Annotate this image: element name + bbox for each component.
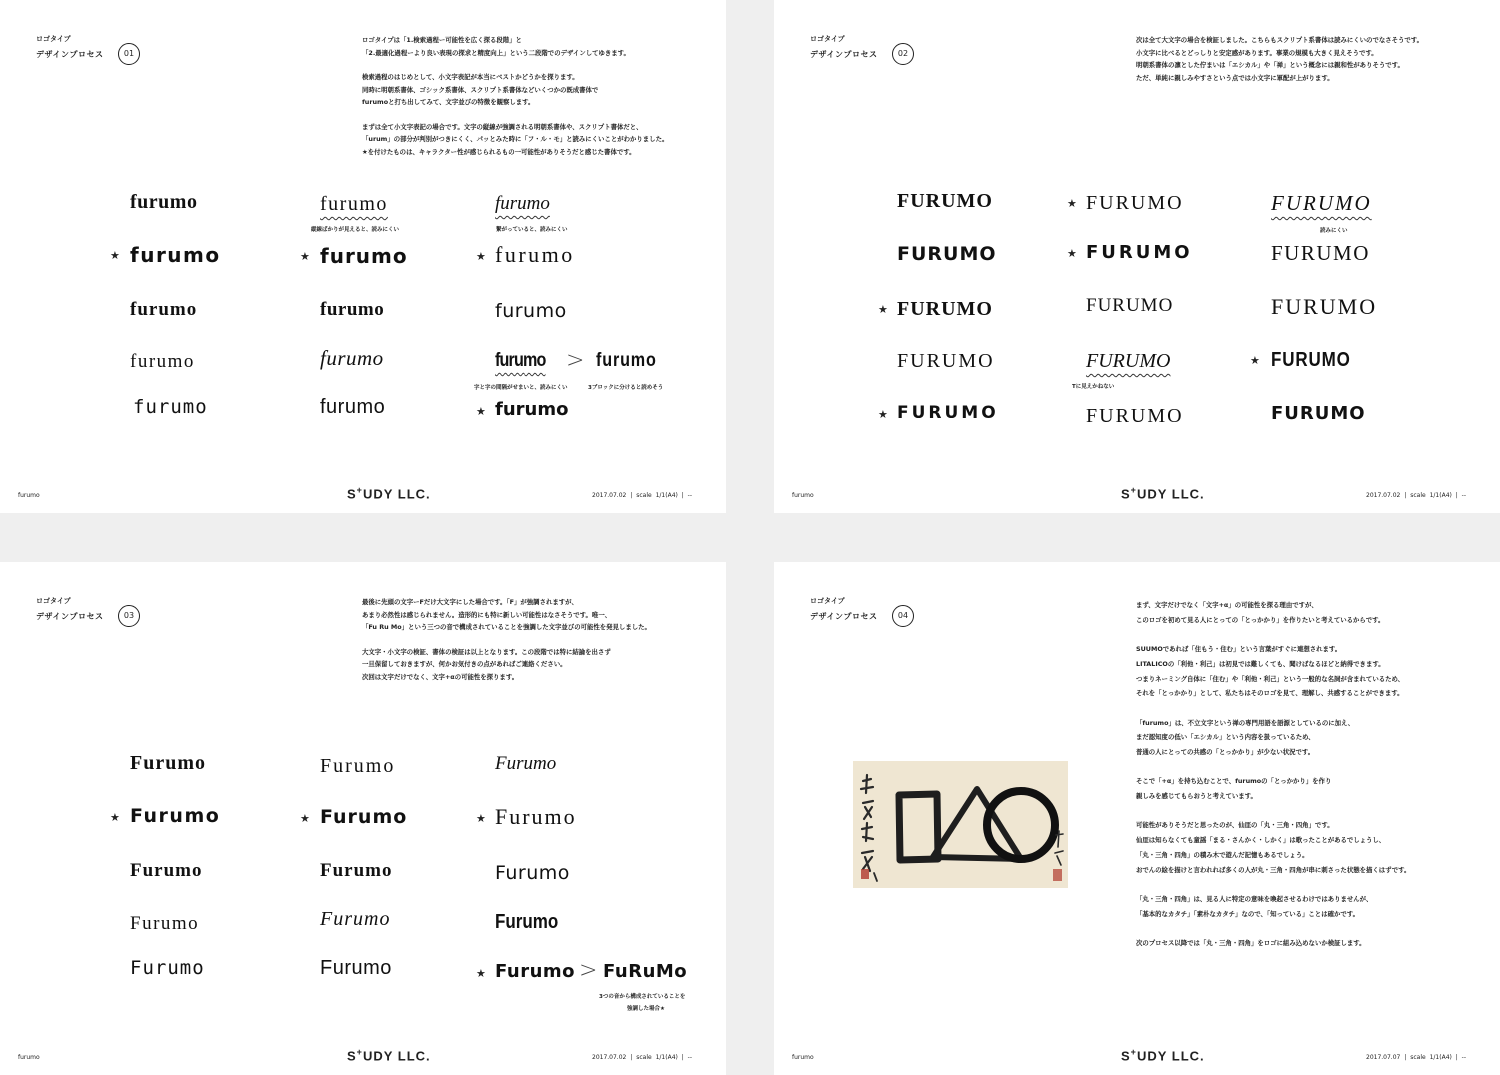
logo-sample: Furumo xyxy=(320,908,391,930)
page-number-badge: 04 xyxy=(892,605,914,627)
annotation: 繋がっていると、読みにくい xyxy=(496,227,568,233)
logo-sample: FuRuMo xyxy=(603,961,688,982)
section-label: ロゴタイプ xyxy=(810,597,845,605)
logo-sample: furumo xyxy=(495,300,567,322)
logo-sample: furumo xyxy=(495,242,575,267)
logo-sample: Furumo xyxy=(495,911,559,933)
logo-sample: FURUMO xyxy=(1086,350,1171,372)
star-icon: ★ xyxy=(476,812,486,825)
logo-sample: Furumo xyxy=(320,755,396,777)
paragraph: 検索過程のはじめとして、小文字表記が本当にベストかどうかを探ります。 同時に明朝系書体、ゴシック系書体、スクリプト系書体などいくつかの既成書体で furumoと打ち出してみて、文字並びの特徴を観察します。 xyxy=(362,73,599,106)
logo-sample: furumo xyxy=(130,243,221,267)
star-icon: ★ xyxy=(476,967,486,980)
paragraph: 最後に先頭の文字ーFだけ大文字にした場合です。「F」が強調されますが、 あまり必然性は感じられません。造形的にも特に新しい可能性はなさそうです。唯一、 「Fu Ru Mo」という三つの音で構成されていることを強調した文字並びの可能性を発見しました。 xyxy=(362,598,651,631)
section-label: ロゴタイプ xyxy=(36,597,71,605)
logo-sample: Furumo xyxy=(130,913,200,934)
footer-meta: 2017.07.02 | scale 1/1(A4) | -- xyxy=(1366,492,1467,499)
page-03 xyxy=(0,562,726,1075)
paragraph: そこで「+α」を持ち込むことで、furumoの「とっかかり」を作り 親しみを感じてもらおうと考えています。 xyxy=(1136,777,1332,801)
footer-meta: 2017.07.02 | scale 1/1(A4) | -- xyxy=(592,1054,693,1061)
page-number-badge: 02 xyxy=(892,43,914,65)
logo-sample: FURUMO xyxy=(1086,242,1193,263)
logo-sample: FURUMO xyxy=(1271,294,1378,319)
logo-sample: FURUMO xyxy=(897,190,993,212)
logo-sample: furumo xyxy=(320,346,384,370)
logo-sample: Furumo xyxy=(495,753,557,774)
section-label: ロゴタイプ xyxy=(810,35,845,43)
page-01 xyxy=(0,0,726,513)
page-number-badge: 01 xyxy=(118,43,140,65)
logo-sample: FURUMO xyxy=(1271,191,1372,215)
page-title: デザインプロセス xyxy=(36,50,104,59)
star-icon: ★ xyxy=(476,405,486,418)
logo-sample: furumo xyxy=(495,399,569,420)
page-title: デザインプロセス xyxy=(36,612,104,621)
company-logo: S+UDY LLC. xyxy=(347,485,431,502)
paragraph: 可能性がありそうだと思ったのが、仙厓の「丸・三角・四角」です。 仙厓は知らなくても童謡「まる・さんかく・しかく」は歌ったことがあるでしょうし、 「丸・三角・四角」の積み木で遊んだ記憶もあるでしょう。 おでんの絵を描けと言われれば多くの人が丸・三角・四角が串に刺さった状態を描くはずです。 xyxy=(1136,821,1411,874)
logo-sample: FURUMO xyxy=(1086,405,1184,427)
logo-sample: Furumo xyxy=(495,804,577,829)
logo-sample: Furumo xyxy=(495,961,576,982)
footer-brand: furumo xyxy=(18,492,40,499)
logo-sample: furumo xyxy=(495,193,550,214)
logo-sample: furumo xyxy=(596,350,657,371)
company-logo: S+UDY LLC. xyxy=(1121,1047,1205,1064)
company-logo: S+UDY LLC. xyxy=(1121,485,1205,502)
arrow-icon: > xyxy=(579,958,598,983)
logo-sample: furumo xyxy=(320,244,408,268)
page-number-badge: 03 xyxy=(118,605,140,627)
logo-sample: FURUMO xyxy=(1086,192,1184,214)
paragraph: 「丸・三角・四角」は、見る人に特定の意味を喚起させるわけではありませんが、 「基本的なカタチ」「素朴なカタチ」なので、「知っている」ことは確かです。 xyxy=(1136,894,1373,918)
star-icon: ★ xyxy=(476,250,486,263)
logo-sample: Furumo xyxy=(495,862,570,884)
logo-sample: furumo xyxy=(320,299,385,320)
paragraph: 次は全て大文字の場合を検証しました。こちらもスクリプト系書体は読みにくいのでなさそうです。 小文字に比べるとどっしりと安定感があります。事業の規模も大きく見えそうです。 明朝系書体の凛とした佇まいは「エシカル」や「禅」という概念には親和性がありそうです。 ただ、単純に親しみやすさという点では小文字に軍配が上がります。 xyxy=(1136,36,1424,82)
footer-brand: furumo xyxy=(792,1054,814,1061)
logo-sample: Furumo xyxy=(130,957,205,979)
body-text xyxy=(1136,598,1486,965)
paragraph: ロゴタイプは「1.検索過程ー可能性を広く探る段階」と 「2.最適化過程ーより良い表現の探求と精度向上」という二段階でのデザインしてゆきます。 xyxy=(362,36,630,57)
footer-meta: 2017.07.02 | scale 1/1(A4) | -- xyxy=(592,492,693,499)
star-icon: ★ xyxy=(1067,247,1077,260)
intro-text xyxy=(362,34,707,170)
logo-sample: furumo xyxy=(320,193,388,215)
logo-sample: furumo xyxy=(130,351,195,372)
star-icon: ★ xyxy=(110,249,120,262)
logo-sample: furumo xyxy=(130,299,198,320)
paragraph: 「furumo」は、不立文字という禅の専門用語を語源としているのに加え、 まだ認知度の低い「エシカル」という内容を扱っているため、 普通の人にとっての共感の「とっかかり」が少ない状況です。 xyxy=(1136,718,1355,756)
sengai-circle-triangle-square-painting xyxy=(853,761,1068,888)
annotation: 3つの音から構成されていることを xyxy=(599,994,686,1000)
logo-sample: FURUMO xyxy=(1271,349,1351,371)
star-icon: ★ xyxy=(300,250,310,263)
annotation: 縦線ばかりが見えると、読みにくい xyxy=(311,227,400,233)
logo-sample: furumo xyxy=(320,396,386,418)
star-icon: ★ xyxy=(878,303,888,316)
page-04 xyxy=(774,562,1500,1075)
star-icon: ★ xyxy=(110,811,120,824)
annotation: 字と字の間隔がせまいと、読みにくい xyxy=(474,385,568,391)
star-icon: ★ xyxy=(878,408,888,421)
logo-sample: Furumo xyxy=(320,957,392,979)
section-label: ロゴタイプ xyxy=(36,35,71,43)
paragraph: まずは全て小文字表記の場合です。文字の縦線が強調される明朝系書体や、スクリプト書体だと、 「urum」の部分が判別がつきにくく、パッとみた時に「フ・ル・モ」と読みにくいことがわかりました。 ★を付けたものは、キャラクター性が感じられるもの一可能性がありそうだと感じた書体です。 xyxy=(362,122,669,156)
logo-sample: FURUMO xyxy=(897,403,999,423)
arrow-icon: > xyxy=(566,348,585,373)
annotation: 読みにくい xyxy=(1320,228,1348,234)
annotation: 強調した場合★ xyxy=(627,1006,665,1012)
page-title: デザインプロセス xyxy=(810,612,878,621)
annotation: Tに見えかねない xyxy=(1072,384,1115,390)
company-logo: S+UDY LLC. xyxy=(347,1047,431,1064)
star-icon: ★ xyxy=(300,812,310,825)
footer-brand: furumo xyxy=(792,492,814,499)
logo-sample: furumo xyxy=(495,350,546,371)
intro-text xyxy=(362,596,707,695)
logo-sample: FURUMO xyxy=(897,350,995,372)
logo-sample: FURUMO xyxy=(897,298,993,320)
logo-sample: furumo xyxy=(130,191,198,213)
logo-sample: furumo xyxy=(133,396,208,418)
logo-sample: Furumo xyxy=(130,860,203,881)
paragraph: 大文字・小文字の検証、書体の検証は以上となります。この段階では特に結論を出さず 一旦保留しておきますが、何かお気付きの点があればご連絡ください。 次回は文字だけでなく、文字+αの可能性を探ります。 xyxy=(362,647,611,681)
page-title: デザインプロセス xyxy=(810,50,878,59)
logo-sample: FURUMO xyxy=(1271,241,1370,265)
star-icon: ★ xyxy=(1067,197,1077,210)
paragraph: SUUMOであれば「住もう・住む」という言葉がすぐに連想されます。 LITALICOの「利他・利己」は初見では難しくても、聞けばなるほどと納得できます。 つまりネーミング自体に「住む」や「利他・利己」という一般的な名詞が含まれているため、 それを「とっかかり」として、私たちはそのロゴを見て、理解し、共感することができます。 xyxy=(1136,645,1405,698)
footer-meta: 2017.07.07 | scale 1/1(A4) | -- xyxy=(1366,1054,1467,1061)
logo-sample: Furumo xyxy=(320,806,408,828)
logo-sample: Furumo xyxy=(320,860,393,881)
annotation: 3ブロックに分けると読めそう xyxy=(588,385,664,391)
logo-sample: Furumo xyxy=(130,805,221,827)
star-icon: ★ xyxy=(1250,354,1260,367)
paragraph: 次のプロセス以降では「丸・三角・四角」をロゴに組み込めないか検証します。 xyxy=(1136,939,1366,948)
logo-sample: FURUMO xyxy=(897,243,997,265)
paragraph: まず、文字だけでなく「文字+α」の可能性を探る理由ですが、 このロゴを初めて見る人にとっての「とっかかり」を作りたいと考えているからです。 xyxy=(1136,601,1385,624)
logo-sample: Furumo xyxy=(130,752,206,774)
logo-sample: FURUMO xyxy=(1086,295,1174,316)
intro-text xyxy=(1136,34,1481,96)
logo-sample: FURUMO xyxy=(1271,403,1366,424)
painting-image xyxy=(853,761,1068,888)
page-02 xyxy=(774,0,1500,513)
footer-brand: furumo xyxy=(18,1054,40,1061)
